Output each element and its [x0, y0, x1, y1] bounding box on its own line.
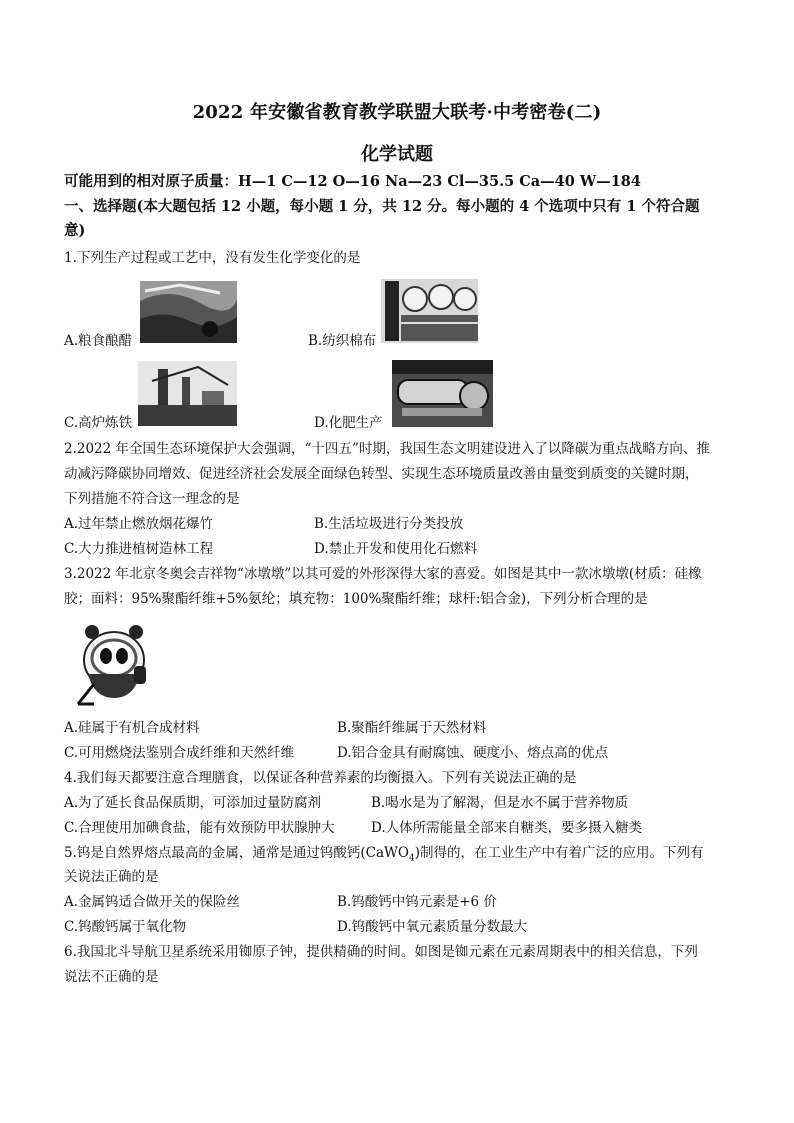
blast-furnace-photo	[138, 361, 237, 426]
q2-option-c: C.大力推进植树造林工程	[64, 541, 214, 557]
q3-option-d: D.铝合金具有耐腐蚀、硬度小、熔点高的优点	[337, 745, 609, 761]
section-heading: 一、选择题(本大题包括 12 小题，每小题 1 分，共 12 分。每小题的 4 个选项中只有 1 个符合题	[64, 198, 700, 215]
q2-line1: 2.2022 年全国生态环境保护大会强调，“十四五”时期，我国生态文明建设进入了以降碳为重点战略方向、推	[64, 441, 710, 457]
q2-option-a: A.过年禁止燃放烟花爆竹	[64, 516, 214, 532]
q2-line2: 动减污降碳协同增效、促进经济社会发展全面绿色转型、实现生态环境质量改善由量变到质变的关键时期，	[64, 466, 699, 482]
q5-line1-sub: 4	[408, 853, 415, 864]
q3-option-b: B.聚酯纤维属于天然材料	[337, 720, 487, 736]
q3-option-c: C.可用燃烧法鉴别合成纤维和天然纤维	[64, 745, 295, 761]
q5-option-c: C.钨酸钙属于氧化物	[64, 919, 187, 935]
q1-option-a: A.粮食酿醋	[64, 333, 133, 349]
q3-line1: 3.2022 年北京冬奥会吉祥物“冰墩墩”以其可爱的外形深得大家的喜爱。如图是其中一款冰墩墩(材质：硅橡	[64, 566, 702, 582]
q1-stem: 1.下列生产过程或工艺中，没有发生化学变化的是	[64, 250, 361, 266]
q5-line1-post: )制得的，在工业生产中有着广泛的应用。下列有	[414, 845, 704, 861]
q5-line2: 关说法正确的是	[64, 869, 159, 885]
q2-option-b: B.生活垃圾进行分类投放	[314, 516, 464, 532]
q1-option-c: C.高炉炼铁	[64, 415, 133, 431]
q3-line2: 胶；面料：95%聚酯纤维+5%氨纶；填充物：100%聚酯纤维；球杆:铝合金)，下列分析合理的是	[64, 591, 648, 607]
bing-dwen-dwen-photo	[64, 614, 160, 710]
q6-line2: 说法不正确的是	[64, 969, 159, 985]
q4-option-a: A.为了延长食品保质期，可添加过量防腐剂	[64, 795, 322, 811]
q1-option-d: D.化肥生产	[314, 415, 383, 431]
section-heading-cont: 意)	[64, 222, 86, 239]
q1-option-b: B.纺织棉布	[308, 333, 377, 349]
q4-option-c: C.合理使用加碘食盐，能有效预防甲状腺肿大	[64, 820, 335, 836]
q2-line3: 下列措施不符合这一理念的是	[64, 491, 240, 507]
q4-stem: 4.我们每天都要注意合理膳食，以保证各种营养素的均衡摄入。下列有关说法正确的是	[64, 770, 577, 786]
q4-option-b: B.喝水是为了解渴，但是水不属于营养物质	[371, 795, 629, 811]
fertilizer-plant-photo	[392, 360, 493, 427]
q2-option-d: D.禁止开发和使用化石燃料	[314, 541, 478, 557]
q5-option-d: D.钨酸钙中氧元素质量分数最大	[337, 919, 528, 935]
exam-subtitle: 化学试题	[361, 144, 433, 165]
q4-option-d: D.人体所需能量全部来自糖类，要多摄入糖类	[371, 820, 643, 836]
exam-title: 2022 年安徽省教育教学联盟大联考·中考密卷(二)	[192, 102, 602, 123]
q5-line1-pre: 5.钨是自然界熔点最高的金属，通常是通过钨酸钙(CaWO	[64, 845, 409, 861]
q5-option-b: B.钨酸钙中钨元素是+6 价	[337, 894, 497, 910]
vinegar-brewing-photo	[140, 281, 237, 343]
cotton-weaving-photo	[381, 279, 478, 343]
q5-line1	[64, 843, 703, 869]
q6-line1: 6.我国北斗导航卫星系统采用铷原子钟，提供精确的时间。如图是铷元素在元素周期表中的相关信息，下列	[64, 944, 698, 960]
atomic-masses: 可能用到的相对原子质量：H—1 C—12 O—16 Na—23 Cl—35.5 Ca—40 W—184	[64, 173, 641, 190]
q5-option-a: A.金属钨适合做开关的保险丝	[64, 894, 241, 910]
q3-option-a: A.硅属于有机合成材料	[64, 720, 200, 736]
